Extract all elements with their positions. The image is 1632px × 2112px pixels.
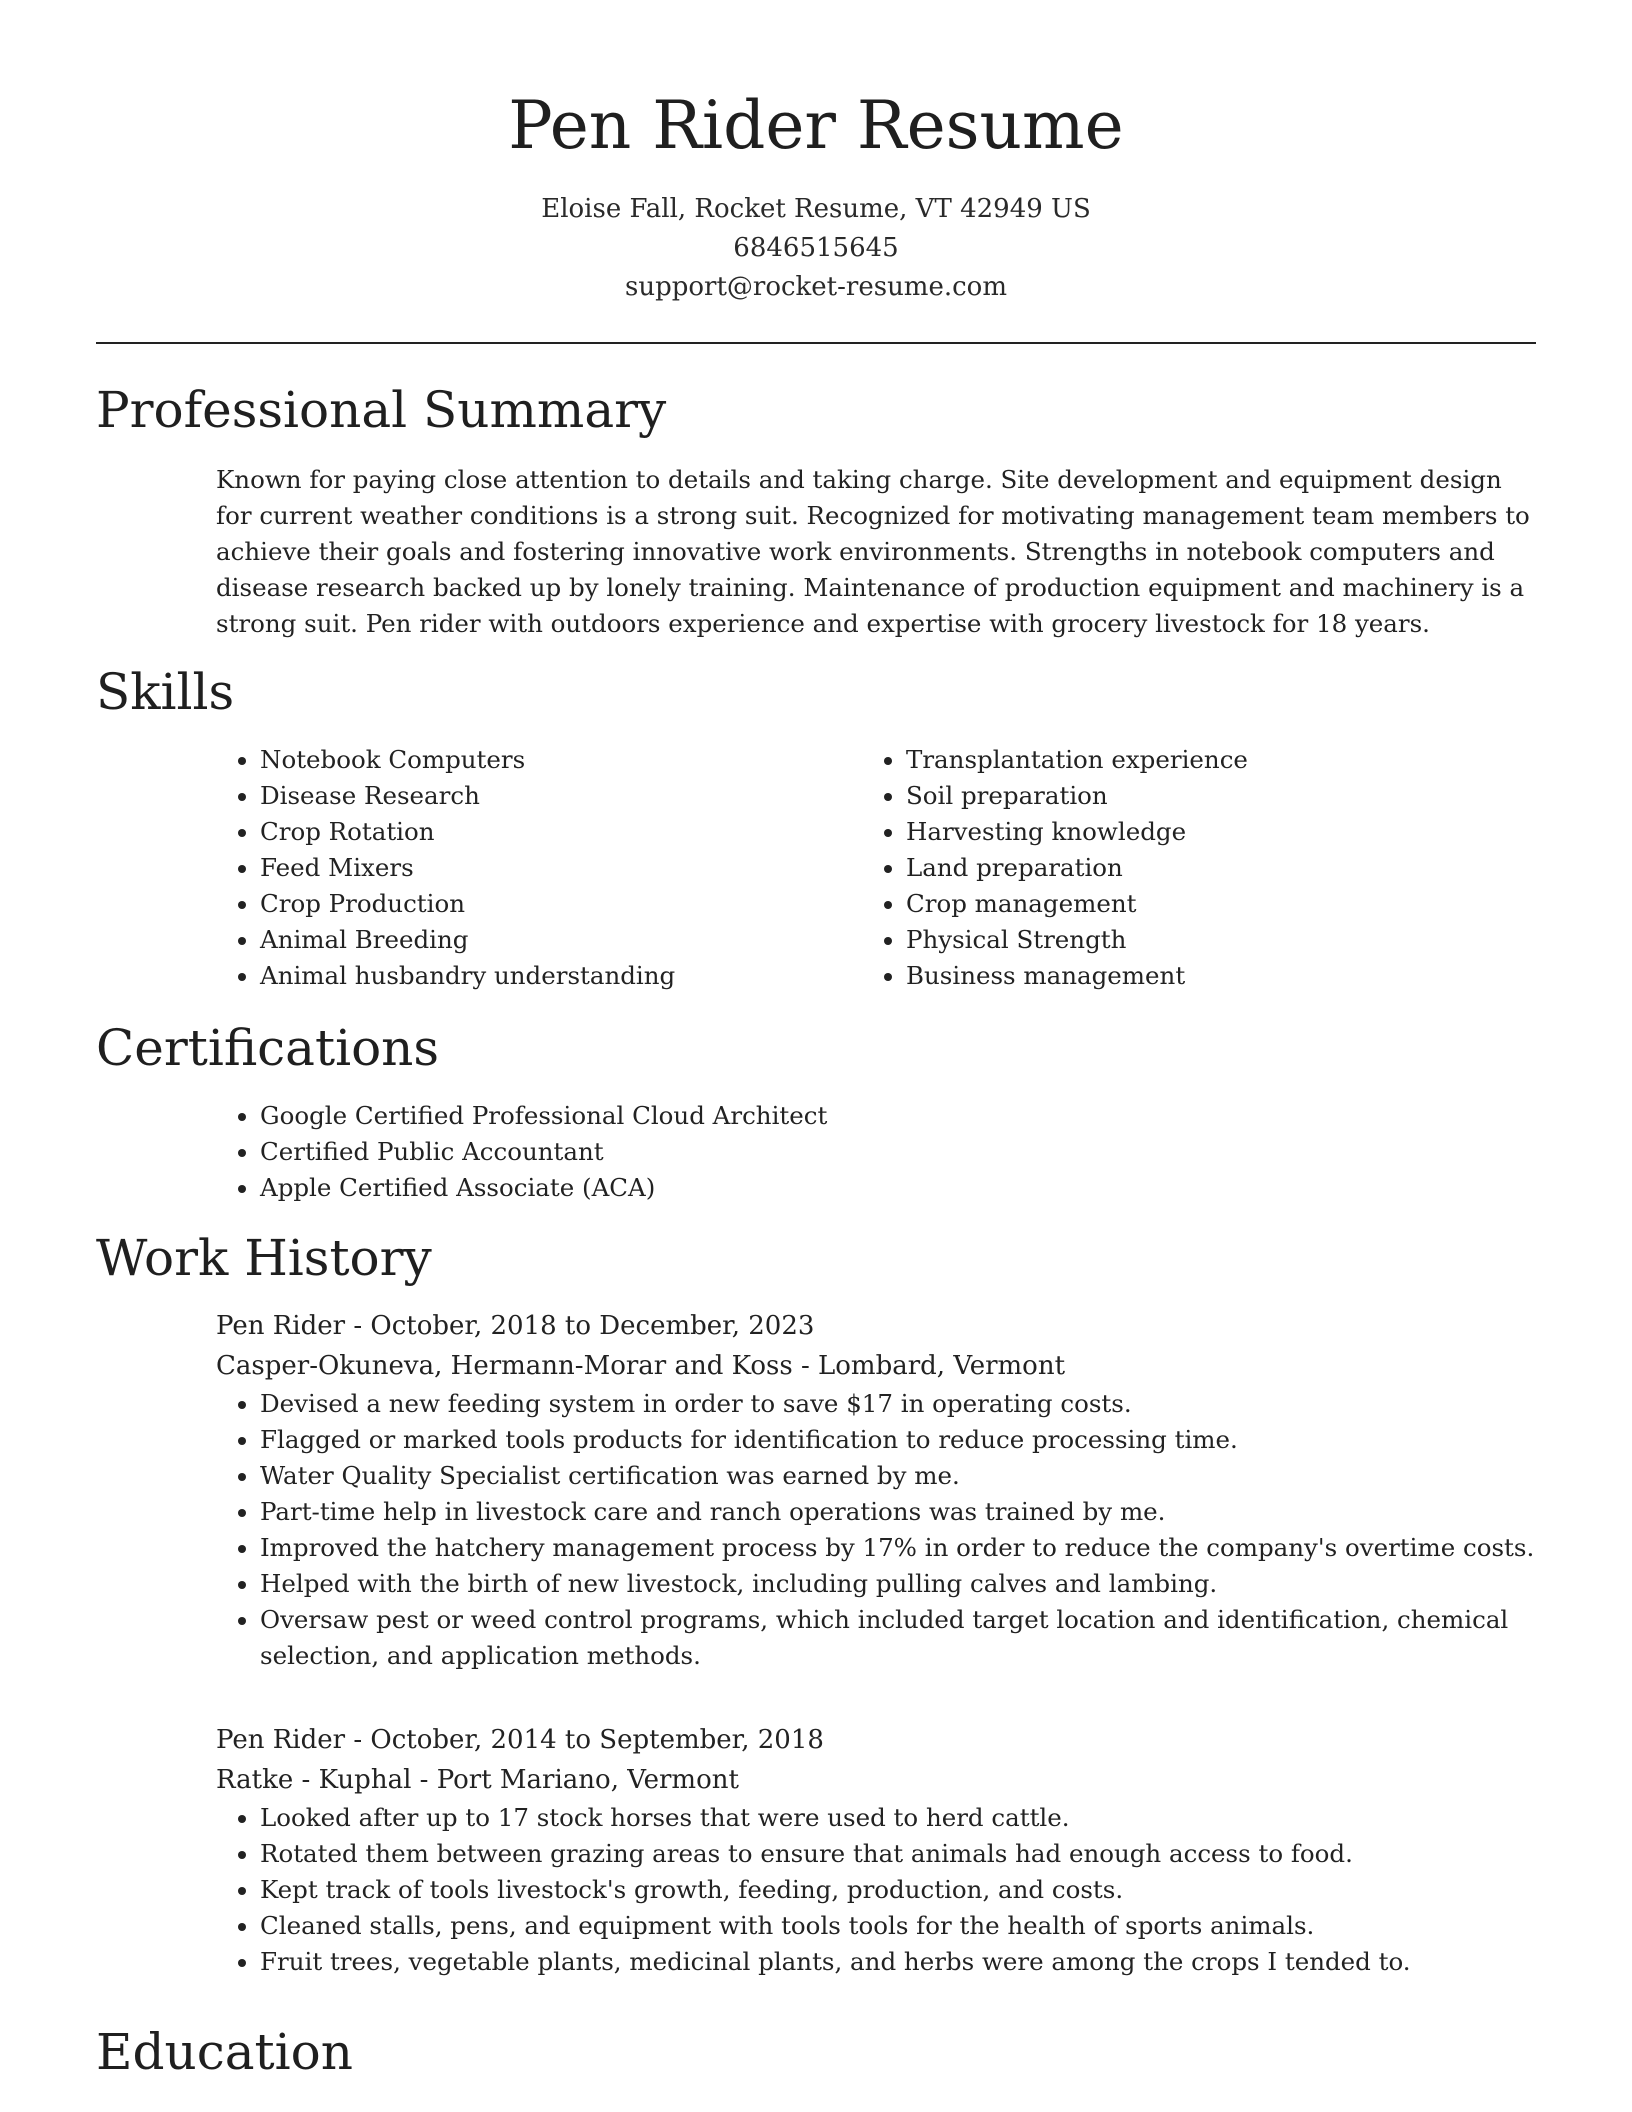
job-bullet: • Cleaned stalls, pens, and equipment with tools tools for the health of sports animals.	[260, 1908, 1536, 1944]
skill-item: • Crop Production	[260, 886, 856, 922]
contact-address: Eloise Fall, Rocket Resume, VT 42949 US	[541, 194, 1091, 224]
skill-item: • Animal Breeding	[260, 922, 856, 958]
skill-item: • Business management	[906, 958, 1502, 994]
header-divider	[96, 342, 1536, 344]
certification-item: • Apple Certified Associate (ACA)	[260, 1170, 1536, 1206]
job-bullet: • Kept track of tools livestock's growth, feeding, production, and costs.	[260, 1872, 1536, 1908]
skill-item: • Crop Rotation	[260, 814, 856, 850]
job-title-line: Pen Rider - October, 2018 to December, 2023	[216, 1311, 815, 1341]
resume-header	[0, 84, 1632, 307]
job-company-line: Casper-Okuneva, Hermann-Morar and Koss - Lombard, Vermont	[216, 1351, 1066, 1381]
skill-item: • Harvesting knowledge	[906, 814, 1502, 850]
certification-item: • Google Certified Professional Cloud Architect	[260, 1098, 1536, 1134]
certifications-heading: Certifications	[96, 1019, 440, 1077]
skills-column-right	[862, 742, 1502, 994]
certifications-list	[216, 1098, 1536, 1206]
job-bullet: • Helped with the birth of new livestock, including pulling calves and lambing.	[260, 1566, 1536, 1602]
skill-item: • Physical Strength	[906, 922, 1502, 958]
contact-phone: 6846515645	[733, 233, 899, 263]
skill-item: • Feed Mixers	[260, 850, 856, 886]
job-entry	[216, 1720, 1536, 1980]
job-bullets	[216, 1386, 1536, 1674]
summary-heading: Professional Summary	[96, 381, 667, 439]
skill-item: • Animal husbandry understanding	[260, 958, 856, 994]
job-bullet: • Fruit trees, vegetable plants, medicinal plants, and herbs were among the crops I tended to.	[260, 1944, 1536, 1980]
job-bullet: • Looked after up to 17 stock horses that were used to herd cattle.	[260, 1800, 1536, 1836]
job-bullet: • Water Quality Specialist certification was earned by me.	[260, 1458, 1536, 1494]
job-company-line: Ratke - Kuphal - Port Mariano, Vermont	[216, 1765, 739, 1795]
certification-item: • Certified Public Accountant	[260, 1134, 1536, 1170]
job-title-line: Pen Rider - October, 2014 to September, 2018	[216, 1725, 824, 1755]
education-heading: Education	[96, 2023, 353, 2081]
job-bullets	[216, 1800, 1536, 1980]
contact-block	[0, 190, 1632, 307]
skill-item: • Soil preparation	[906, 778, 1502, 814]
job-bullet: • Flagged or marked tools products for identification to reduce processing time.	[260, 1422, 1536, 1458]
skill-item: • Disease Research	[260, 778, 856, 814]
skill-item: • Transplantation experience	[906, 742, 1502, 778]
skill-item: • Crop management	[906, 886, 1502, 922]
contact-email: support@rocket-resume.com	[624, 272, 1007, 302]
job-bullet: • Part-time help in livestock care and ranch operations was trained by me.	[260, 1494, 1536, 1530]
skill-item: • Notebook Computers	[260, 742, 856, 778]
job-bullet: • Devised a new feeding system in order to save $17 in operating costs.	[260, 1386, 1536, 1422]
job-bullet: • Improved the hatchery management process by 17% in order to reduce the company's overtime costs.	[260, 1530, 1536, 1566]
summary-text: Known for paying close attention to details and taking charge. Site development and equipment design for current weather conditions is a strong suit. Recognized for motivating management team members to achieve their goals and fostering innovative work environments. Strengths in notebook computers and disease research backed up by lonely training. Maintenance of production equipment and machinery is a strong suit. Pen rider with outdoors experience and expertise with grocery livestock for 18 years.	[216, 465, 1530, 638]
skill-item: • Land preparation	[906, 850, 1502, 886]
job-entry	[216, 1306, 1536, 1674]
work-history-heading: Work History	[96, 1229, 432, 1287]
job-bullet: • Rotated them between grazing areas to ensure that animals had enough access to food.	[260, 1836, 1536, 1872]
resume-title: Pen Rider Resume	[508, 87, 1124, 164]
skills-heading: Skills	[96, 663, 235, 721]
skills-column-left	[216, 742, 856, 994]
job-bullet: • Oversaw pest or weed control programs, which included target location and identification, chemical selection, and application methods.	[260, 1602, 1536, 1674]
